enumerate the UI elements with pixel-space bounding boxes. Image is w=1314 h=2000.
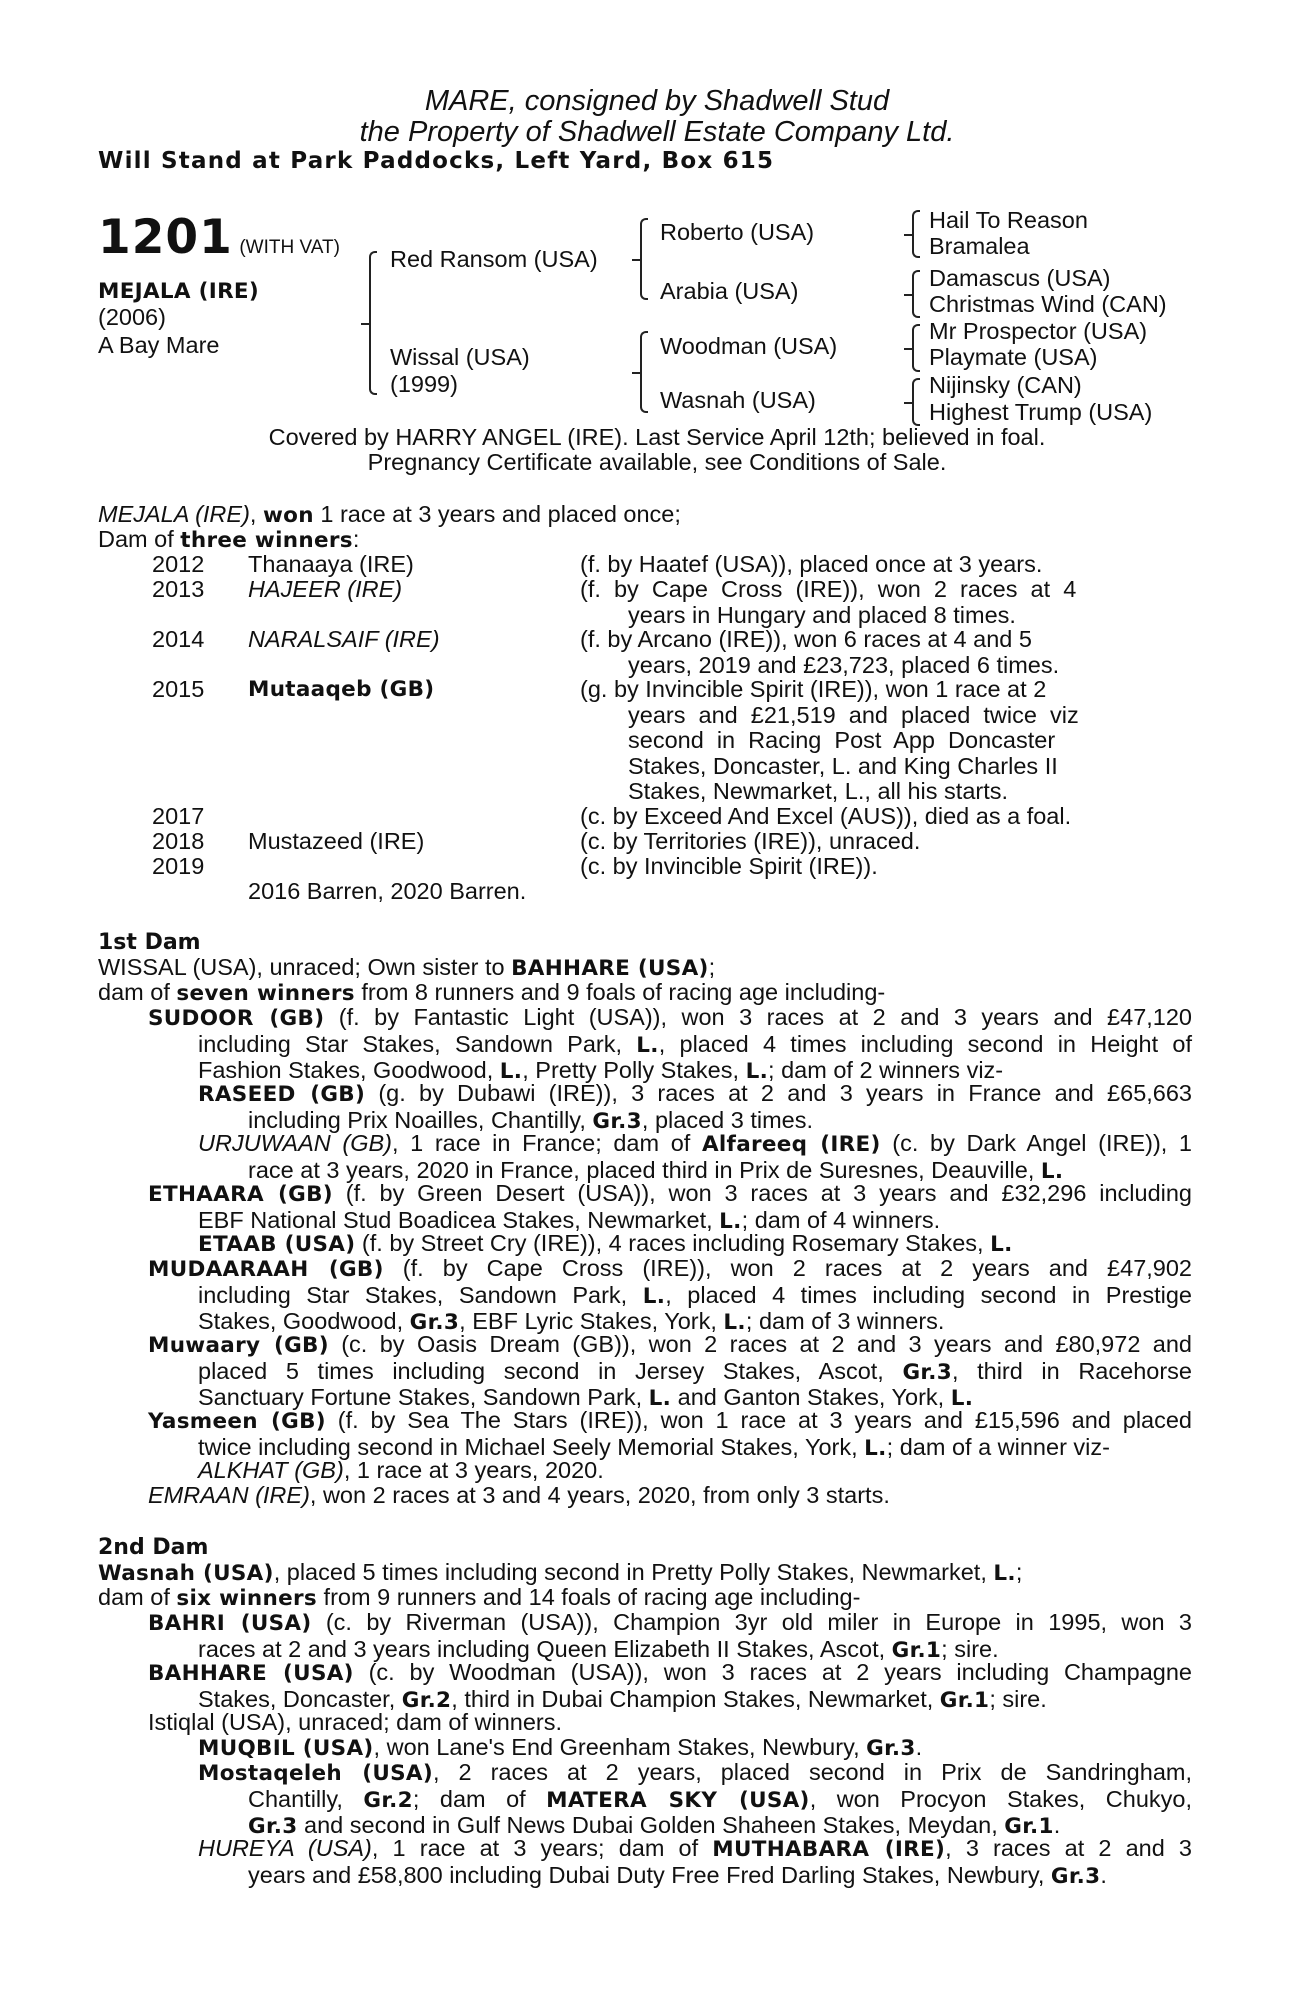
text: Fashion Stakes, Goodwood, [198, 1057, 500, 1083]
text: placed 5 times including second in Jersey Stakes, Ascot, [198, 1357, 903, 1384]
text: and Ganton Stakes, York, [671, 1384, 951, 1410]
pedigree-dsd: Playmate (USA) [929, 344, 1098, 370]
grade: Gr.3 [866, 1736, 916, 1761]
horse-name: Yasmeen (GB) [148, 1409, 326, 1434]
produce-desc [580, 627, 1122, 678]
pedigree-brace-1 [369, 251, 377, 395]
entry-bahhare [148, 1660, 1192, 1713]
horse-description: A Bay Mare [98, 332, 220, 358]
text: (c. by Oasis Dream (GB)), won 2 races at 2 and 3 years and £80,972 and [328, 1331, 1192, 1357]
text: races at 2 and 3 years including Queen Elizabeth II Stakes, Ascot, [198, 1635, 892, 1662]
second-dam-line1 [98, 1560, 1022, 1587]
text: Stakes, Goodwood, [198, 1308, 410, 1334]
grade: Gr.2 [401, 1687, 452, 1713]
text: ; [1015, 1559, 1023, 1585]
produce-desc-line: (c. by Invincible Spirit (IRE)). [580, 853, 878, 879]
text: ; [708, 954, 716, 980]
text: (f. by Cape Cross (IRE)), won 2 races at 2 years and £47,902 [383, 1255, 1192, 1281]
lot-number: 1201 [98, 210, 233, 265]
produce-desc-line: Stakes, Newmarket, L., all his starts. [628, 778, 1009, 804]
entry-yasmeen [148, 1408, 1192, 1461]
text: (g. by Dubawi (IRE)), 3 races at 2 and 3 years in France and £65,663 [365, 1080, 1193, 1106]
horse-name: Mostaqeleh (USA) [198, 1761, 433, 1786]
header-location: Will Stand at Park Paddocks, Left Yard, Box 615 [98, 148, 775, 174]
produce-desc-line: (f. by Cape Cross (IRE)), won 2 races at 4 [580, 576, 1077, 602]
text: including Star Stakes, Sandown Park, [198, 1281, 643, 1308]
barren-years: 2016 Barren, 2020 Barren. [248, 878, 527, 904]
text: , placed 4 times including second in Prestige [665, 1281, 1192, 1308]
horse-name: ETAAB (USA) [198, 1232, 356, 1257]
covering-note: Covered by HARRY ANGEL (IRE). Last Service April 12th; believed in foal. [268, 424, 1046, 450]
six-winners: six winners [176, 1586, 318, 1611]
pedigree-brace-3c [912, 324, 920, 372]
pedigree-dam: Wissal (USA) [390, 344, 530, 370]
produce-year: 2015 [152, 676, 205, 702]
produce-year: 2017 [152, 803, 205, 829]
horse-name: BAHHARE (USA) [511, 956, 709, 981]
produce-desc-line: second in Racing Post App Doncaster [628, 727, 1056, 753]
horse-name: MUDAARAAH (GB) [148, 1257, 384, 1282]
pedigree-dam-dam: Wasnah (USA) [660, 387, 816, 413]
pedigree-sire: Red Ransom (USA) [390, 246, 598, 272]
horse-name: URJUWAAN (GB) [198, 1130, 392, 1156]
produce-year: 2013 [152, 576, 205, 602]
produce-desc-line: (c. by Exceed And Excel (AUS)), died as a foal. [580, 803, 1072, 829]
entry-mostaqeleh [198, 1760, 1192, 1840]
pedigree-ddd: Highest Trump (USA) [929, 399, 1153, 425]
text: (f. by Sea The Stars (IRE)), won 1 race at 3 years and £15,596 and placed [325, 1407, 1192, 1433]
produce-desc-line: Stakes, Doncaster, L. and King Charles II [628, 752, 1058, 779]
grade: L. [950, 1386, 974, 1411]
text: Stakes, Doncaster, [198, 1685, 402, 1712]
text: , third in Dubai Champion Stakes, Newmarket, [451, 1685, 940, 1712]
entry-ethaara [148, 1181, 1192, 1234]
entry-etaab [198, 1231, 1013, 1258]
text: (c. by Dark Angel (IRE)), 1 [880, 1130, 1192, 1156]
grade: L. [990, 1232, 1013, 1257]
header-property: the Property of Shadwell Estate Company Ltd. [359, 116, 955, 148]
text: , 1 race at 3 years; dam of [371, 1835, 713, 1861]
text: (c. by Woodman (USA)), won 3 races at 2 years including Champagne [353, 1659, 1192, 1685]
horse-name: ALKHAT (GB) [198, 1457, 344, 1483]
produce-desc-line: years, 2019 and £23,723, placed 6 times. [628, 651, 1060, 678]
first-dam-line2 [98, 980, 885, 1007]
grade: Gr.3 [409, 1310, 460, 1335]
text: ; dam of [412, 1785, 547, 1812]
three-winners: three winners [180, 528, 353, 553]
horse-name: SUDOOR (GB) [148, 1006, 325, 1031]
produce-desc [580, 677, 1122, 805]
produce-name: NARALSAIF (IRE) [248, 626, 440, 652]
produce-desc [580, 577, 1122, 628]
text: years and £58,800 including Dubai Duty Free Fred Darling Stakes, Newbury, [248, 1861, 1051, 1888]
grade: Gr.1 [939, 1687, 990, 1713]
horse-name: EMRAAN (IRE) [148, 1482, 310, 1508]
text: dam of [98, 979, 177, 1005]
first-dam-heading: 1st Dam [98, 930, 201, 955]
pedigree-dam-year: (1999) [390, 371, 458, 397]
colon: : [352, 526, 360, 552]
pedigree-sss: Hail To Reason [929, 207, 1088, 233]
grade: L. [993, 1561, 1016, 1586]
header-consignor: MARE, consigned by Shadwell Stud [424, 85, 890, 117]
produce-desc [580, 804, 1122, 830]
text: Sanctuary Fortune Stakes, Sandown Park, [198, 1384, 649, 1410]
produce-name: Mutaaqeb (GB) [248, 677, 435, 702]
text: and second in Gulf News Dubai Golden Shaheen Stakes, Meydan, [297, 1812, 1005, 1838]
text: , placed 5 times including second in Pretty Polly Stakes, Newmarket, [273, 1559, 994, 1585]
entry-muqbil [198, 1735, 922, 1762]
produce-year: 2012 [152, 551, 205, 577]
grade: Gr.1 [891, 1637, 942, 1663]
entry-hureya [198, 1836, 1192, 1889]
text: , EBF Lyric Stakes, York, [459, 1308, 724, 1334]
produce-desc [580, 829, 1122, 855]
text: , Pretty Polly Stakes, [522, 1057, 746, 1083]
text: race at 3 years, 2020 in France, placed third in Prix de Suresnes, Deauville, [248, 1156, 1041, 1183]
produce-desc-line: years and £21,519 and placed twice viz [628, 701, 1079, 728]
entry-emraan [148, 1483, 890, 1509]
grade: L. [636, 1032, 659, 1058]
produce-year: 2014 [152, 626, 205, 652]
mare-record: MEJALA (IRE), won 1 race at 3 years and placed once; [98, 501, 681, 528]
grade: L. [745, 1059, 769, 1084]
grade: L. [864, 1435, 887, 1461]
text: , 3 races at 2 and 3 [945, 1835, 1192, 1861]
horse-name: RASEED (GB) [198, 1082, 366, 1107]
horse-name: BAHHARE (USA) [148, 1661, 354, 1686]
pedigree-dam-sire: Woodman (USA) [660, 333, 838, 359]
horse-name: ETHAARA (GB) [148, 1182, 333, 1207]
horse-name: Alfareeq (IRE) [701, 1132, 881, 1157]
entry-muwaary [148, 1332, 1192, 1412]
text: Chantilly, [248, 1785, 364, 1812]
dam-of-label: Dam of [98, 526, 174, 552]
won-label: won [262, 503, 314, 528]
entry-bahri [148, 1610, 1192, 1663]
text: from 8 runners and 9 foals of racing age including- [354, 979, 886, 1005]
lot-number-line [98, 210, 340, 265]
entry-urjuwaan [198, 1131, 1192, 1184]
horse-name: MUTHABARA (IRE) [712, 1837, 946, 1862]
text: (f. by Green Desert (USA)), won 3 races at 3 years and £32,296 including [332, 1180, 1192, 1206]
horse-name: MUQBIL (USA) [198, 1736, 374, 1761]
text: , won Procyon Stakes, Chukyo, [809, 1785, 1193, 1812]
pedigree-brace-3d [912, 378, 920, 426]
horse-name: HUREYA (USA) [198, 1835, 372, 1861]
pregnancy-note: Pregnancy Certificate available, see Conditions of Sale. [367, 449, 947, 475]
second-dam-line2 [98, 1585, 860, 1612]
second-dam-heading: 2nd Dam [98, 1535, 209, 1560]
produce-desc [580, 854, 1122, 880]
text: ; dam of 3 winners. [745, 1308, 945, 1334]
grade: L. [499, 1059, 523, 1084]
produce-desc-line: years in Hungary and placed 8 times. [628, 601, 1016, 628]
text: ; sire. [941, 1635, 999, 1662]
text: , placed 4 times including second in Height of [658, 1030, 1192, 1057]
first-dam-line1 [98, 955, 715, 982]
produce-name: Mustazeed (IRE) [248, 828, 425, 854]
text: , 1 race in France; dam of [391, 1130, 702, 1156]
grade: L. [723, 1310, 746, 1335]
produce-desc-line: (c. by Territories (IRE)), unraced. [580, 828, 921, 854]
grade: Gr.3 [902, 1359, 952, 1385]
pedigree-brace-3a [912, 210, 920, 258]
text: ; dam of 4 winners. [741, 1206, 941, 1233]
text: , 1 race at 3 years, 2020. [343, 1457, 604, 1483]
horse-name: Wasnah (USA) [98, 1561, 274, 1586]
pedigree-sdd: Christmas Wind (CAN) [929, 291, 1167, 317]
pedigree-brace-2a [640, 218, 648, 300]
text: , won Lane's End Greenham Stakes, Newbury, [373, 1734, 867, 1760]
entry-alkhat [198, 1458, 604, 1484]
grade: L. [642, 1283, 666, 1309]
text: WISSAL (USA), unraced; Own sister to [98, 954, 512, 980]
pedigree-brace-3b [912, 270, 920, 318]
text: (f. by Street Cry (IRE)), 4 races including Rosemary Stakes, [355, 1230, 991, 1256]
pedigree-sire-sire: Roberto (USA) [660, 219, 815, 245]
grade: Gr.3 [592, 1108, 642, 1134]
pedigree-ssd: Bramalea [929, 233, 1030, 259]
text: . [1053, 1812, 1061, 1838]
grade: Gr.3 [248, 1814, 298, 1839]
seven-winners: seven winners [176, 981, 355, 1006]
produce-desc-line: (g. by Invincible Spirit (IRE)), won 1 race at 2 [580, 676, 1047, 702]
horse-name: BAHRI (USA) [148, 1611, 312, 1636]
entry-istiqlal: Istiqlal (USA), unraced; dam of winners. [148, 1709, 563, 1735]
grade: Gr.3 [1050, 1863, 1101, 1889]
grade: L. [648, 1386, 672, 1411]
horse-name: Muwaary (GB) [148, 1333, 329, 1358]
grade: L. [719, 1208, 742, 1234]
entry-raseed [198, 1081, 1192, 1134]
pedigree-sds: Damascus (USA) [929, 265, 1111, 291]
text: (f. by Fantastic Light (USA)), won 3 races at 2 and 3 years and £47,120 [324, 1004, 1192, 1030]
text: EBF National Stud Boadicea Stakes, Newmarket, [198, 1206, 720, 1233]
entry-mudaaraah [148, 1256, 1192, 1336]
pedigree-brace-2b [640, 331, 648, 413]
text: , won 2 races at 3 and 4 years, 2020, from only 3 starts. [309, 1482, 890, 1508]
text: from 9 runners and 14 foals of racing age including- [317, 1584, 861, 1610]
pedigree-sire-dam: Arabia (USA) [660, 278, 799, 304]
text: including Star Stakes, Sandown Park, [198, 1030, 637, 1057]
vat-note: (WITH VAT) [239, 237, 340, 258]
text: (c. by Riverman (USA)), Champion 3yr old miler in Europe in 1995, won 3 [311, 1609, 1192, 1635]
produce-name: HAJEER (IRE) [248, 576, 403, 602]
grade: Gr.1 [1004, 1814, 1054, 1839]
text: including Prix Noailles, Chantilly, [248, 1106, 593, 1133]
horse-name: MEJALA (IRE) [98, 279, 260, 304]
text: . [915, 1734, 923, 1760]
produce-desc-line: (f. by Haatef (USA)), placed once at 3 years. [580, 551, 1043, 577]
text: twice including second in Michael Seely Memorial Stakes, York, [198, 1433, 865, 1460]
pedigree-dss: Mr Prospector (USA) [929, 318, 1148, 344]
produce-desc-line: (f. by Arcano (IRE)), won 6 races at 4 and 5 [580, 626, 1032, 652]
mare-name: MEJALA (IRE) [98, 501, 250, 527]
horse-year: (2006) [98, 304, 166, 330]
produce-year: 2018 [152, 828, 205, 854]
pedigree-dds: Nijinsky (CAN) [929, 372, 1082, 398]
produce-name: Thanaaya (IRE) [248, 551, 414, 577]
dam-of-line [98, 527, 359, 554]
entry-sudoor [148, 1005, 1192, 1085]
produce-desc [580, 552, 1122, 578]
grade: L. [1040, 1158, 1064, 1184]
text: ; dam of 2 winners viz- [768, 1057, 1004, 1083]
produce-year: 2019 [152, 853, 205, 879]
mare-record-text: 1 race at 3 years and placed once; [320, 501, 681, 527]
horse-name: MATERA SKY (USA) [546, 1787, 810, 1813]
text: . [1100, 1861, 1107, 1888]
text: ; sire. [989, 1685, 1047, 1712]
text: , 2 races at 2 years, placed second in Prix de Sandringham, [432, 1759, 1192, 1785]
text: , third in Racehorse [951, 1357, 1192, 1384]
text: , placed 3 times. [641, 1106, 814, 1133]
text: dam of [98, 1584, 177, 1610]
grade: Gr.2 [363, 1787, 413, 1813]
text: ; dam of a winner viz- [886, 1433, 1110, 1460]
